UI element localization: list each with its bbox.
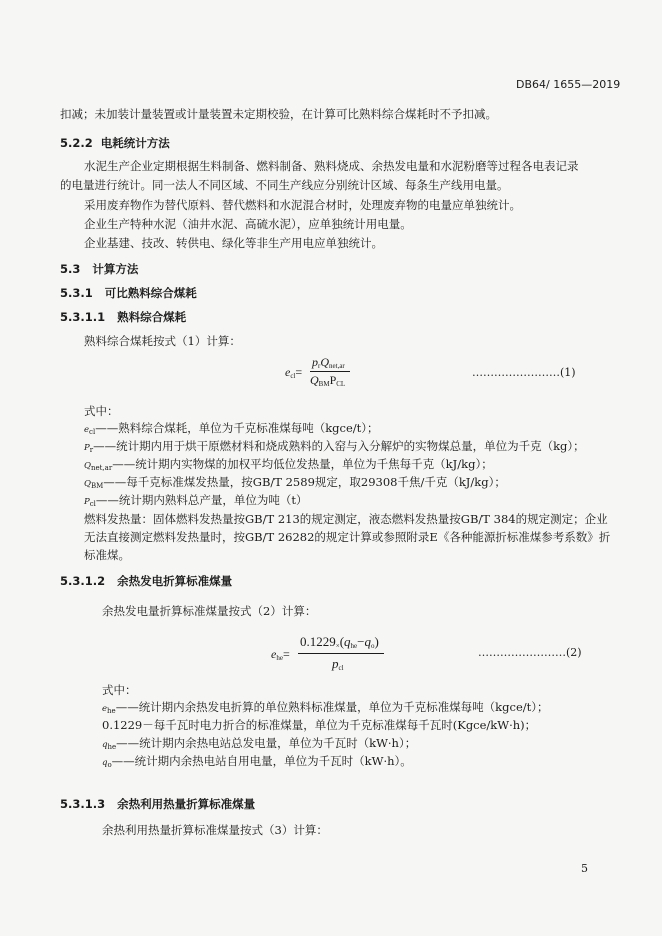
note-text: 燃料发热量：固体燃料发热量按GB/T 213的规定测定，液态燃料发热量按GB/T 384的规定测定；企业无法直接测定燃料发热量时，按GB/T 26282的规定计算或参照附录E《各种能源折标准煤参考系数》折标准煤。 [84, 512, 611, 562]
formula-label: ……………………(1) [472, 366, 576, 379]
paragraph-text: 水泥生产企业定期根据生料制备、燃料制备、熟料烧成、余热发电量和水泥粉磨等过程各电表记录的电量进行统计。同一法人不同区域、不同生产线应分别统计区域、每条生产线用电量。 [60, 159, 579, 192]
formula-denominator: $Q_{BM}P_{CL}$ [310, 373, 346, 388]
section-title: 余热利用热量折算标准煤量 [117, 797, 256, 811]
formula-numerator: $p_rQ_{net,ar}$ [312, 355, 345, 370]
section-title: 余热发电折算标准煤量 [117, 574, 233, 588]
section-title: 电耗统计方法 [100, 136, 170, 150]
formula-intro: 余热利用热量折算标准煤量按式（3）计算： [102, 823, 328, 837]
section-number: 5.3.1 [60, 286, 93, 300]
continuation-text: 扣减；未加装计量装置或计量装置未定期校验，在计算可比熟料综合煤耗时不予扣减。 [60, 107, 497, 121]
section-5-3-1-2-heading [60, 573, 232, 589]
section-5-2-2-heading [60, 135, 170, 151]
section-number: 5.3.1.2 [60, 574, 106, 588]
formula-lhs: $e_{cl}=$ [285, 365, 303, 380]
section-number: 5.3.1.1 [60, 310, 106, 324]
paragraph: 采用废弃物作为替代原料、替代燃料和水泥混合材时，处理废弃物的电量应单独统计。 [84, 198, 521, 212]
doc-code: DB64/ 1655—2019 [516, 78, 621, 91]
section-title: 熟料综合煤耗 [117, 310, 187, 324]
section-title: 可比熟料综合煤耗 [104, 286, 197, 300]
paragraph [60, 157, 588, 195]
formula-lhs: $e_{he}=$ [271, 647, 290, 662]
section-number: 5.2.2 [60, 136, 93, 150]
definition-item: $e_{he}——$统计期内余热发电折算的单位熟料标准煤量，单位为千克标准煤每吨（kgce/t）； [102, 700, 549, 715]
definition-item: $P_r——$统计期内用于烘干原燃材料和烧成熟料的入窑与入分解炉的实物煤总量，单位为千克（kg）； [84, 439, 585, 454]
definition-item: $Q_{BM}——$每千克标准煤发热量，按GB/T 2589规定，取29308千焦/千克（kJ/kg）； [84, 475, 506, 490]
fraction-bar [298, 653, 384, 654]
formula-intro: 余热发电量折算标准煤量按式（2）计算： [102, 604, 317, 618]
section-title: 计算方法 [92, 262, 139, 276]
definition-item: 0.1229－每千瓦时电力折合的标准煤量，单位为千克标准煤每千瓦时(Kgce/kW·h)； [102, 718, 537, 732]
section-number: 5.3 [60, 262, 81, 276]
paragraph: 企业基建、技改、转供电、绿化等非生产用电应单独统计。 [84, 236, 383, 250]
where-label: 式中： [84, 404, 119, 418]
formula-denominator: $p_{cl}$ [332, 656, 344, 672]
definition-item: $q_o——$统计期内余热电站自用电量，单位为千瓦时（kW·h）。 [102, 754, 412, 769]
formula-intro: 熟料综合煤耗按式（1）计算： [84, 334, 241, 348]
page-number: 5 [581, 862, 588, 875]
section-5-3-1-heading [60, 285, 197, 301]
where-label: 式中： [102, 683, 137, 697]
definition-item: $q_{he}——$统计期内余热电站总发电量，单位为千瓦时（kW·h）； [102, 736, 417, 751]
definition-item: $Q_{net,ar}——$统计期内实物煤的加权平均低位发热量，单位为千焦每千克（kJ/kg）； [84, 457, 493, 472]
definition-item: $P_{cl}——$统计期内熟料总产量，单位为吨（t） [84, 493, 308, 508]
definition-item: $e_{cl}——$熟料综合煤耗，单位为千克标准煤每吨（kgce/t）； [84, 421, 379, 436]
formula-label: ……………………(2) [478, 646, 582, 659]
section-5-3-1-1-heading [60, 309, 186, 325]
section-number: 5.3.1.3 [60, 797, 106, 811]
section-5-3-1-3-heading [60, 796, 255, 812]
paragraph: 企业生产特种水泥（油井水泥、高硫水泥），应单独统计用电量。 [84, 217, 412, 231]
section-5-3-heading [60, 261, 138, 277]
note-paragraph [84, 510, 614, 564]
fraction-bar [310, 371, 350, 372]
formula-numerator: $0.1229_\times(q_{he}-q_o)$ [300, 634, 379, 650]
